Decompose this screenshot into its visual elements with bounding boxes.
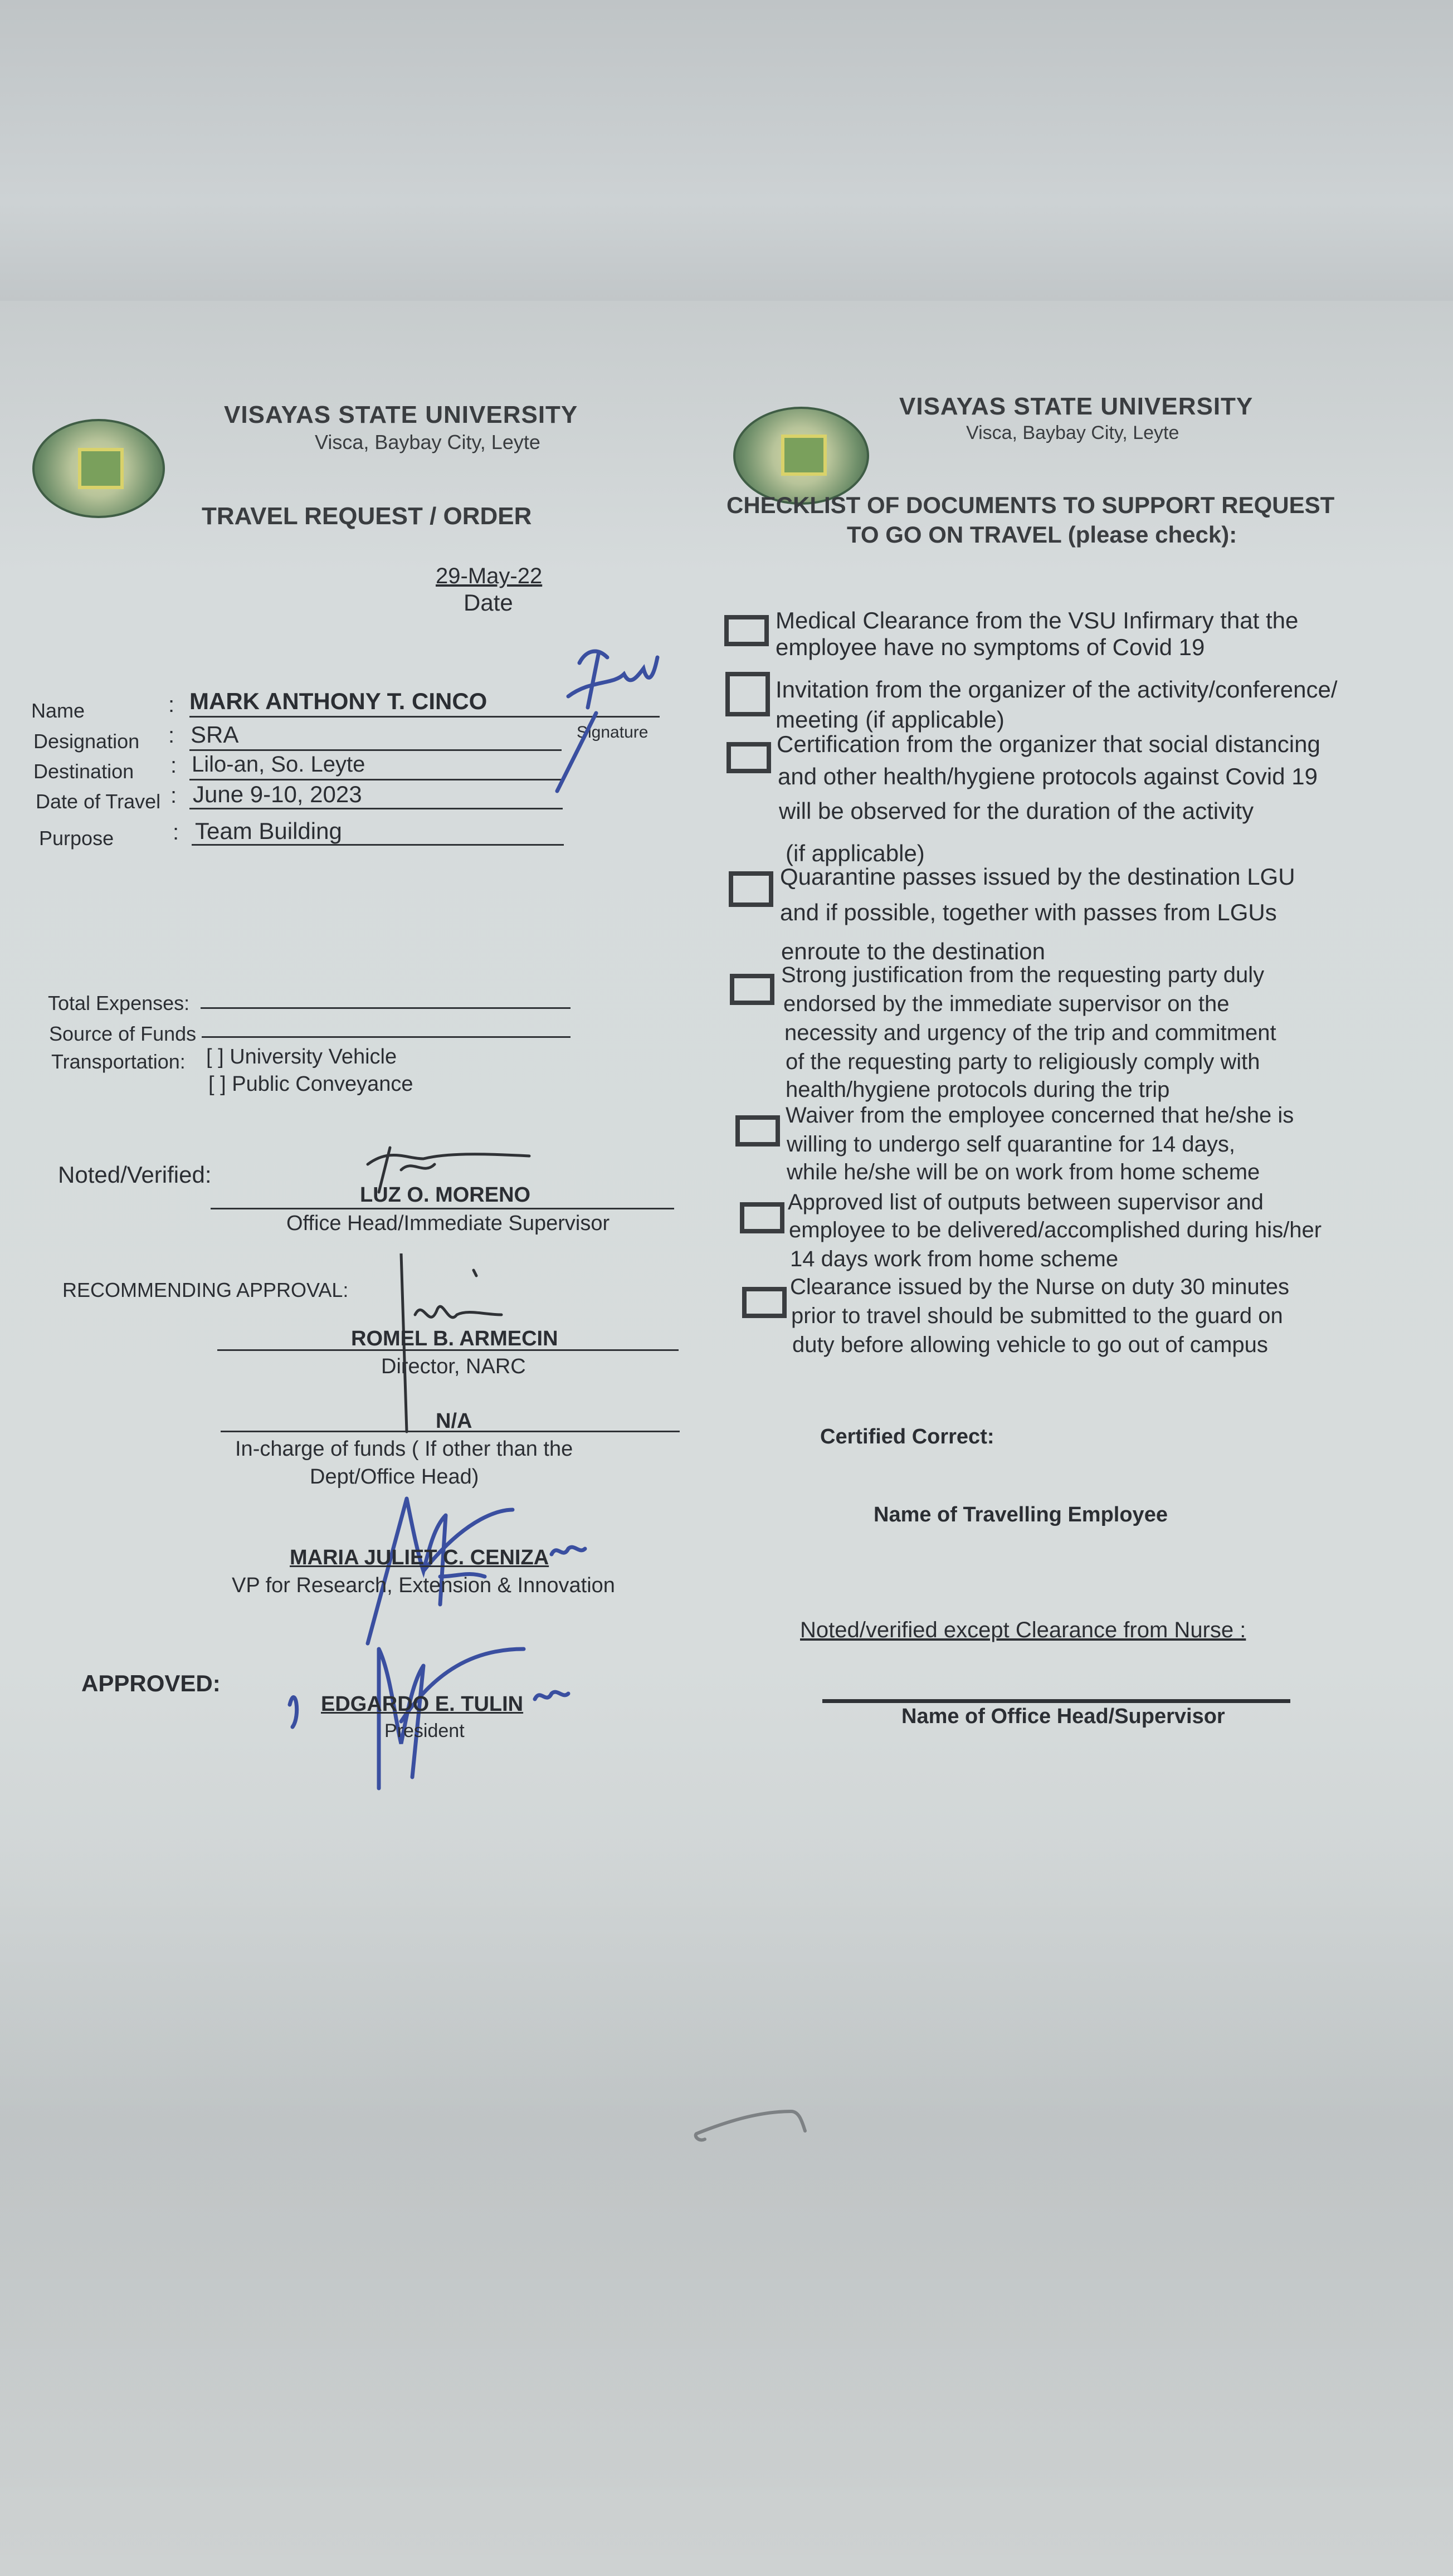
president-title: President: [384, 1720, 465, 1741]
funds-title-line2: Dept/Office Head): [310, 1465, 479, 1489]
item-waiver-line3: while he/she will be on work from home scheme: [787, 1160, 1260, 1184]
funds-name: N/A: [436, 1409, 472, 1433]
item-outputs-line1: Approved list of outputs between supervisor and: [788, 1190, 1264, 1214]
president-signature: [279, 1638, 591, 1799]
noted-underline: [211, 1208, 674, 1209]
office-head-signature-line: [822, 1699, 1290, 1703]
item-outputs-line2: employee to be delivered/accomplished during his/her: [789, 1218, 1322, 1242]
certified-correct-label: Certified Correct:: [820, 1425, 994, 1448]
university-name-left: VISAYAS STATE UNIVERSITY: [224, 401, 578, 428]
noted-title: Office Head/Immediate Supervisor: [286, 1212, 610, 1235]
colon: :: [168, 723, 175, 748]
colon: :: [170, 753, 177, 778]
transport-option-university-vehicle: [ ] University Vehicle: [206, 1045, 397, 1069]
noted-verified-label: Noted/Verified:: [58, 1162, 212, 1188]
recommending-name: ROMEL B. ARMECIN: [351, 1327, 558, 1350]
noted-except-label: Noted/verified except Clearance from Nurse :: [800, 1618, 1246, 1642]
item-justification-line2: endorsed by the immediate supervisor on the: [783, 992, 1230, 1016]
item-nurse-line1: Clearance issued by the Nurse on duty 30 minutes: [790, 1275, 1290, 1299]
designation-label: Designation: [33, 730, 140, 753]
item-waiver-line2: willing to undergo self quarantine for 14 days,: [787, 1132, 1235, 1157]
item-invitation-line1: Invitation from the organizer of the activity/conference/: [776, 676, 1338, 702]
checkbox-certification[interactable]: [726, 742, 771, 773]
destination-value: Lilo-an, So. Leyte: [192, 752, 365, 777]
source-of-funds-label: Source of Funds: [49, 1022, 197, 1045]
traveller-signature: [546, 641, 680, 797]
item-justification-line5: health/hygiene protocols during the trip: [786, 1077, 1170, 1102]
checkbox-strong-justification[interactable]: [730, 974, 774, 1005]
destination-label: Destination: [33, 760, 134, 783]
name-value: MARK ANTHONY T. CINCO: [189, 688, 487, 714]
item-nurse-line2: prior to travel should be submitted to the guard on: [791, 1304, 1283, 1328]
signature-label: Signature: [577, 723, 649, 741]
date-of-travel-underline: [189, 808, 563, 809]
total-expenses-label: Total Expenses:: [48, 992, 190, 1014]
name-label: Name: [31, 699, 85, 722]
total-expenses-underline: [201, 1007, 571, 1009]
designation-underline: [189, 749, 562, 751]
item-certification-line4: (if applicable): [786, 840, 925, 866]
office-head-label: Name of Office Head/Supervisor: [901, 1705, 1225, 1728]
destination-underline: [189, 779, 562, 780]
item-waiver-line1: Waiver from the employee concerned that he/she is: [786, 1103, 1294, 1128]
source-of-funds-underline: [202, 1036, 571, 1038]
funds-underline: [221, 1431, 680, 1432]
item-justification-line1: Strong justification from the requesting party duly: [781, 963, 1265, 987]
checkbox-waiver[interactable]: [735, 1115, 780, 1146]
checkbox-nurse-clearance[interactable]: [742, 1287, 787, 1318]
item-certification-line1: Certification from the organizer that social distancing: [777, 731, 1320, 757]
date-of-travel-value: June 9-10, 2023: [193, 781, 362, 807]
item-quarantine-line1: Quarantine passes issued by the destination LGU: [780, 863, 1295, 890]
university-seal-right: [733, 407, 869, 505]
designation-value: SRA: [191, 721, 239, 748]
item-nurse-line3: duty before allowing vehicle to go out of campus: [792, 1333, 1268, 1357]
vp-signature: [357, 1493, 591, 1649]
checkbox-quarantine-passes[interactable]: [729, 871, 773, 907]
colon: :: [173, 820, 179, 845]
noted-name: LUZ O. MORENO: [360, 1183, 531, 1207]
recommending-underline: [217, 1349, 679, 1351]
item-justification-line3: necessity and urgency of the trip and commitment: [784, 1021, 1276, 1045]
travelling-employee-label: Name of Travelling Employee: [874, 1503, 1168, 1526]
funds-title-line1: In-charge of funds ( If other than the: [235, 1437, 573, 1461]
president-name: EDGARDO E. TULIN: [321, 1692, 524, 1716]
item-quarantine-line2: and if possible, together with passes from LGUs: [780, 899, 1277, 925]
checklist-title-line2: TO GO ON TRAVEL (please check):: [847, 521, 1237, 548]
checkbox-medical-clearance[interactable]: [724, 615, 769, 646]
vp-title: VP for Research, Extension & Innovation: [232, 1574, 615, 1597]
item-outputs-line3: 14 days work from home scheme: [790, 1247, 1119, 1271]
purpose-label: Purpose: [39, 827, 114, 850]
colon: :: [168, 692, 175, 717]
university-address-left: Visca, Baybay City, Leyte: [315, 431, 540, 453]
date-of-travel-label: Date of Travel: [36, 790, 161, 813]
purpose-underline: [192, 844, 564, 846]
item-invitation-line2: meeting (if applicable): [776, 706, 1005, 733]
colon: :: [170, 783, 177, 808]
checkbox-invitation[interactable]: [725, 672, 770, 716]
checkbox-approved-outputs[interactable]: [740, 1202, 784, 1233]
university-address-right: Visca, Baybay City, Leyte: [966, 422, 1179, 443]
item-justification-line4: of the requesting party to religiously comply with: [786, 1050, 1260, 1074]
university-name-right: VISAYAS STATE UNIVERSITY: [899, 393, 1254, 420]
purpose-value: Team Building: [195, 818, 342, 844]
form-title: TRAVEL REQUEST / ORDER: [202, 502, 532, 530]
staple: [691, 2106, 813, 2150]
page-shadow: [0, 1838, 1453, 2576]
item-certification-line2: and other health/hygiene protocols against Covid 19: [778, 763, 1318, 789]
transportation-label: Transportation:: [51, 1050, 186, 1073]
checklist-title-line1: CHECKLIST OF DOCUMENTS TO SUPPORT REQUEST: [726, 492, 1335, 518]
approved-label: APPROVED:: [81, 1670, 221, 1696]
item-medical-line1: Medical Clearance from the VSU Infirmary that the: [776, 607, 1299, 633]
transport-option-public-conveyance: [ ] Public Conveyance: [208, 1072, 413, 1096]
university-seal-left: [32, 419, 165, 518]
item-quarantine-line3: enroute to the destination: [781, 938, 1046, 964]
date-label: Date: [464, 589, 513, 616]
date-value: 29-May-22: [436, 564, 543, 588]
item-certification-line3: will be observed for the duration of the activity: [779, 798, 1254, 824]
vp-name: MARIA JULIET C. CENIZA: [290, 1546, 549, 1569]
recommending-label: RECOMMENDING APPROVAL:: [62, 1279, 349, 1301]
recommending-title: Director, NARC: [381, 1355, 526, 1378]
item-medical-line2: employee have no symptoms of Covid 19: [776, 634, 1205, 660]
